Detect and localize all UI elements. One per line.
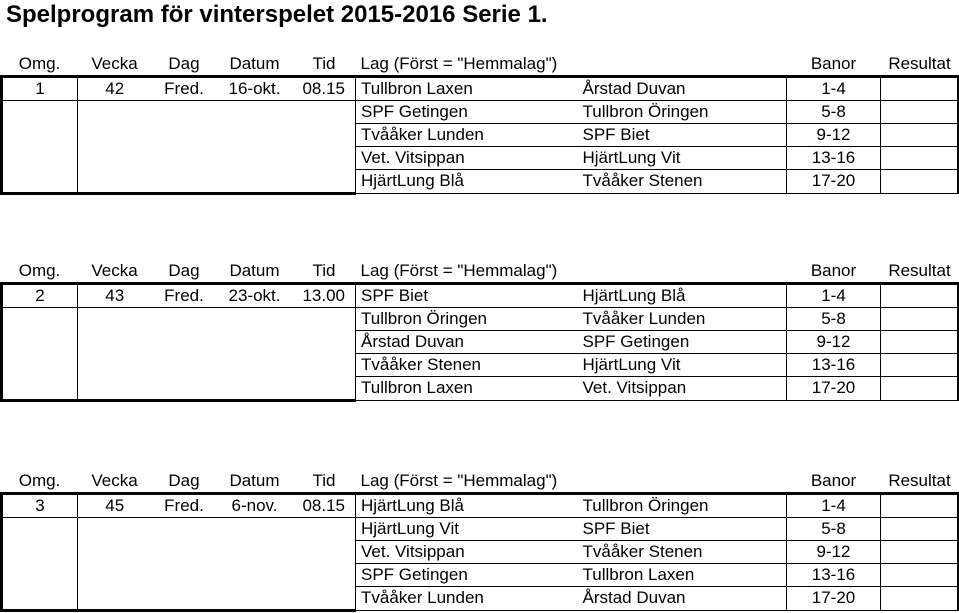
banor-cell: 17-20: [787, 170, 881, 194]
resultat-cell[interactable]: [881, 377, 959, 401]
banor-cell: 13-16: [787, 564, 881, 587]
dag-cell: [152, 518, 217, 541]
resultat-cell[interactable]: [881, 170, 959, 194]
home-team: SPF Getingen: [356, 564, 578, 587]
tid-cell: [293, 377, 356, 401]
away-team: Tullbron Laxen: [578, 564, 787, 587]
home-team: Tvååker Lunden: [356, 587, 578, 611]
omg-cell: [2, 308, 78, 331]
vecka-cell: [78, 587, 152, 611]
dag-cell: Fred.: [152, 284, 217, 308]
header-vecka: Vecka: [78, 469, 152, 494]
resultat-cell[interactable]: [881, 124, 959, 147]
omg-cell: [2, 331, 78, 354]
header-tid: Tid: [293, 259, 356, 284]
omg-cell: [2, 377, 78, 401]
header-resultat: Resultat: [881, 259, 959, 284]
tid-cell: [293, 564, 356, 587]
table-row: [2, 124, 959, 147]
banor-cell: 5-8: [787, 518, 881, 541]
resultat-cell[interactable]: [881, 77, 959, 101]
table-row: [2, 354, 959, 377]
away-team: Tvååker Stenen: [578, 170, 787, 194]
header-tid: Tid: [293, 469, 356, 494]
away-team: SPF Getingen: [578, 331, 787, 354]
datum-cell: [217, 101, 293, 124]
resultat-cell[interactable]: [881, 587, 959, 611]
header-row: [2, 259, 959, 284]
header-banor: Banor: [787, 259, 881, 284]
away-team: Tullbron Öringen: [578, 101, 787, 124]
round-table: [0, 52, 959, 195]
table-row: [2, 518, 959, 541]
header-datum: Datum: [217, 52, 293, 77]
vecka-cell: [78, 377, 152, 401]
vecka-cell: [78, 331, 152, 354]
resultat-cell[interactable]: [881, 518, 959, 541]
home-team: HjärtLung Blå: [356, 170, 578, 194]
vecka-cell: [78, 124, 152, 147]
vecka-cell: [78, 354, 152, 377]
away-team: Tvååker Stenen: [578, 541, 787, 564]
dag-cell: [152, 170, 217, 194]
home-team: SPF Biet: [356, 284, 578, 308]
tid-cell: [293, 541, 356, 564]
banor-cell: 13-16: [787, 354, 881, 377]
tid-cell: [293, 124, 356, 147]
tid-cell: 08.15: [293, 494, 356, 518]
vecka-cell: [78, 564, 152, 587]
home-team: Årstad Duvan: [356, 331, 578, 354]
dag-cell: [152, 331, 217, 354]
resultat-cell[interactable]: [881, 284, 959, 308]
resultat-cell[interactable]: [881, 354, 959, 377]
vecka-cell: [78, 147, 152, 170]
dag-cell: [152, 541, 217, 564]
omg-cell: [2, 101, 78, 124]
tid-cell: [293, 518, 356, 541]
home-team: SPF Getingen: [356, 101, 578, 124]
table-row: [2, 587, 959, 611]
table-row: [2, 284, 959, 308]
vecka-cell: 43: [78, 284, 152, 308]
resultat-cell[interactable]: [881, 101, 959, 124]
banor-cell: 1-4: [787, 284, 881, 308]
header-lag: Lag (Först = "Hemmalag"): [356, 259, 578, 284]
away-team: Tvååker Lunden: [578, 308, 787, 331]
tid-cell: [293, 101, 356, 124]
tid-cell: 08.15: [293, 77, 356, 101]
away-team: SPF Biet: [578, 518, 787, 541]
header-vecka: Vecka: [78, 52, 152, 77]
omg-cell: [2, 124, 78, 147]
header-omg: Omg.: [2, 52, 78, 77]
dag-cell: [152, 101, 217, 124]
datum-cell: [217, 331, 293, 354]
away-team: HjärtLung Blå: [578, 284, 787, 308]
away-team: Årstad Duvan: [578, 587, 787, 611]
datum-cell: [217, 147, 293, 170]
home-team: Tullbron Laxen: [356, 377, 578, 401]
table-row: [2, 564, 959, 587]
banor-cell: 1-4: [787, 77, 881, 101]
header-lag-away: [578, 259, 787, 284]
header-dag: Dag: [152, 469, 217, 494]
omg-cell: [2, 354, 78, 377]
home-team: Tullbron Laxen: [356, 77, 578, 101]
header-lag-away: [578, 52, 787, 77]
tid-cell: [293, 331, 356, 354]
round-table: [0, 259, 959, 402]
header-lag: Lag (Först = "Hemmalag"): [356, 52, 578, 77]
datum-cell: [217, 354, 293, 377]
dag-cell: Fred.: [152, 77, 217, 101]
tid-cell: [293, 308, 356, 331]
datum-cell: 16-okt.: [217, 77, 293, 101]
header-dag: Dag: [152, 52, 217, 77]
tid-cell: [293, 170, 356, 194]
resultat-cell[interactable]: [881, 564, 959, 587]
omg-cell: 2: [2, 284, 78, 308]
header-tid: Tid: [293, 52, 356, 77]
home-team: Vet. Vitsippan: [356, 147, 578, 170]
header-datum: Datum: [217, 259, 293, 284]
omg-cell: 1: [2, 77, 78, 101]
header-lag-away: [578, 469, 787, 494]
header-dag: Dag: [152, 259, 217, 284]
banor-cell: 1-4: [787, 494, 881, 518]
away-team: Vet. Vitsippan: [578, 377, 787, 401]
away-team: Tullbron Öringen: [578, 494, 787, 518]
tid-cell: [293, 354, 356, 377]
omg-cell: [2, 564, 78, 587]
page-title: Spelprogram för vinterspelet 2015-2016 Serie 1.: [6, 1, 548, 28]
banor-cell: 5-8: [787, 308, 881, 331]
home-team: Vet. Vitsippan: [356, 541, 578, 564]
dag-cell: [152, 308, 217, 331]
tid-cell: [293, 147, 356, 170]
away-team: SPF Biet: [578, 124, 787, 147]
datum-cell: [217, 587, 293, 611]
home-team: HjärtLung Vit: [356, 518, 578, 541]
dag-cell: Fred.: [152, 494, 217, 518]
header-lag: Lag (Först = "Hemmalag"): [356, 469, 578, 494]
datum-cell: [217, 564, 293, 587]
dag-cell: [152, 587, 217, 611]
header-resultat: Resultat: [881, 52, 959, 77]
header-banor: Banor: [787, 469, 881, 494]
tid-cell: [293, 587, 356, 611]
away-team: Årstad Duvan: [578, 77, 787, 101]
vecka-cell: [78, 518, 152, 541]
datum-cell: [217, 541, 293, 564]
banor-cell: 13-16: [787, 147, 881, 170]
table-row: [2, 77, 959, 101]
table-row: [2, 147, 959, 170]
header-row: [2, 469, 959, 494]
vecka-cell: [78, 101, 152, 124]
banor-cell: 5-8: [787, 101, 881, 124]
header-resultat: Resultat: [881, 469, 959, 494]
banor-cell: 9-12: [787, 541, 881, 564]
dag-cell: [152, 124, 217, 147]
dag-cell: [152, 564, 217, 587]
vecka-cell: [78, 308, 152, 331]
omg-cell: [2, 541, 78, 564]
header-banor: Banor: [787, 52, 881, 77]
vecka-cell: 42: [78, 77, 152, 101]
home-team: Tvååker Stenen: [356, 354, 578, 377]
home-team: HjärtLung Blå: [356, 494, 578, 518]
home-team: Tullbron Öringen: [356, 308, 578, 331]
home-team: Tvååker Lunden: [356, 124, 578, 147]
resultat-cell[interactable]: [881, 147, 959, 170]
table-row: [2, 331, 959, 354]
table-row: [2, 308, 959, 331]
dag-cell: [152, 147, 217, 170]
resultat-cell[interactable]: [881, 541, 959, 564]
resultat-cell[interactable]: [881, 494, 959, 518]
datum-cell: 6-nov.: [217, 494, 293, 518]
omg-cell: [2, 587, 78, 611]
header-datum: Datum: [217, 469, 293, 494]
header-omg: Omg.: [2, 259, 78, 284]
table-row: [2, 170, 959, 194]
header-vecka: Vecka: [78, 259, 152, 284]
banor-cell: 9-12: [787, 124, 881, 147]
omg-cell: [2, 518, 78, 541]
table-row: [2, 377, 959, 401]
datum-cell: [217, 308, 293, 331]
datum-cell: [217, 377, 293, 401]
vecka-cell: [78, 541, 152, 564]
tid-cell: 13.00: [293, 284, 356, 308]
vecka-cell: 45: [78, 494, 152, 518]
vecka-cell: [78, 170, 152, 194]
banor-cell: 17-20: [787, 377, 881, 401]
datum-cell: [217, 170, 293, 194]
dag-cell: [152, 354, 217, 377]
table-row: [2, 494, 959, 518]
dag-cell: [152, 377, 217, 401]
banor-cell: 9-12: [787, 331, 881, 354]
round-table: [0, 469, 959, 612]
omg-cell: 3: [2, 494, 78, 518]
banor-cell: 17-20: [787, 587, 881, 611]
datum-cell: [217, 518, 293, 541]
away-team: HjärtLung Vit: [578, 354, 787, 377]
omg-cell: [2, 170, 78, 194]
header-omg: Omg.: [2, 469, 78, 494]
resultat-cell[interactable]: [881, 331, 959, 354]
datum-cell: 23-okt.: [217, 284, 293, 308]
header-row: [2, 52, 959, 77]
datum-cell: [217, 124, 293, 147]
resultat-cell[interactable]: [881, 308, 959, 331]
table-row: [2, 101, 959, 124]
away-team: HjärtLung Vit: [578, 147, 787, 170]
omg-cell: [2, 147, 78, 170]
table-row: [2, 541, 959, 564]
